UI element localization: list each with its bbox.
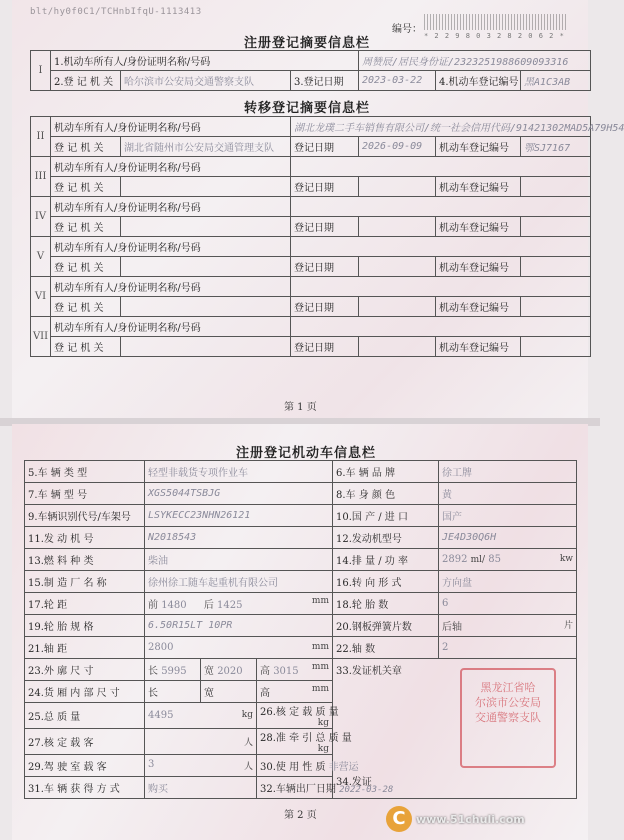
unit-kg: kg	[317, 718, 329, 728]
value-tire-spec: 6.50R15LT 10PR	[145, 615, 333, 637]
table-row	[25, 593, 577, 615]
label-towing-mass	[257, 729, 352, 755]
value-engine-model: JE4D30Q6H	[439, 527, 577, 549]
org-label: 登 记 机 关	[51, 257, 121, 277]
value-gross-mass	[145, 703, 257, 729]
table-row	[25, 637, 577, 659]
dim-wide-value: 2020	[217, 666, 243, 677]
dim-wide	[201, 659, 257, 681]
value-factory-date: 2022-03-28	[339, 785, 394, 795]
table-row	[25, 461, 577, 483]
table-row	[31, 117, 591, 137]
row-number: V	[31, 237, 51, 277]
label-acquisition: 31.车 辆 获 得 方 式	[25, 777, 145, 799]
dim-high	[257, 659, 333, 681]
cargo-wide	[201, 681, 257, 703]
table-row	[31, 337, 591, 357]
transfer-summary-table	[30, 116, 624, 357]
watermark-url: www.51chuli.com	[416, 813, 525, 826]
transfer-summary-title: 转移登记摘要信息栏	[244, 101, 371, 116]
value-engine-no: N2018543	[145, 527, 333, 549]
label-usage: 30.使 用 性 质	[260, 762, 326, 773]
value-acquisition: 购买	[145, 777, 257, 799]
org-label: 2.登 记 机 关	[51, 71, 121, 91]
value-wheelbase	[145, 637, 333, 659]
value-origin: 国产	[439, 505, 577, 527]
value-steering: 方向盘	[439, 571, 577, 593]
label-cab-passengers: 29.驾 驶 室 载 客	[25, 755, 145, 777]
number-label: 编号：	[392, 24, 422, 35]
label-displacement: 14.排 量 / 功 率	[333, 549, 439, 571]
owner-value	[291, 277, 591, 297]
registration-summary-title: 注册登记摘要信息栏	[244, 36, 371, 51]
row-number: VI	[31, 277, 51, 317]
table-row	[25, 527, 577, 549]
seal-line-1: 黑龙江省哈	[480, 681, 536, 694]
page-number-1: 第 1 页	[284, 402, 317, 413]
usage-cell	[257, 755, 359, 777]
reg-no-label: 机动车登记编号	[436, 337, 521, 357]
barcode	[424, 14, 566, 30]
table-row	[31, 51, 591, 71]
date-label: 登记日期	[291, 137, 359, 157]
date-value	[359, 217, 436, 237]
label-issue: 34.发证	[336, 777, 372, 788]
org-label: 登 记 机 关	[51, 177, 121, 197]
dim-high-value: 3015	[273, 666, 299, 677]
date-label: 登记日期	[291, 217, 359, 237]
cargo-long-label: 长	[148, 688, 158, 699]
dim-wide-label: 宽	[204, 666, 214, 677]
value-vehicle-type: 轻型非载货专项作业车	[145, 461, 333, 483]
table-row	[31, 297, 591, 317]
seal-line-3: 交通警察支队	[475, 711, 541, 724]
value-track	[145, 593, 333, 615]
cargo-wide-label: 宽	[204, 688, 214, 699]
value-springs	[439, 615, 577, 637]
owner-label: 机动车所有人/身份证明名称/号码	[51, 317, 291, 337]
label-color: 8.车 身 颜 色	[333, 483, 439, 505]
unit-persons: 人	[243, 762, 253, 772]
row-number: I	[31, 51, 51, 91]
date-value	[359, 337, 436, 357]
track-rear: 1425	[217, 600, 243, 611]
table-row	[31, 317, 591, 337]
dim-long	[145, 659, 201, 681]
owner-label: 机动车所有人/身份证明名称/号码	[51, 277, 291, 297]
table-row	[25, 615, 577, 637]
org-value	[121, 217, 291, 237]
table-row	[31, 237, 591, 257]
wheelbase: 2800	[148, 642, 174, 653]
cargo-high	[257, 681, 333, 703]
date-label: 3.登记日期	[291, 71, 359, 91]
org-value	[121, 337, 291, 357]
value-axles: 2	[439, 637, 577, 659]
owner-value	[291, 157, 591, 177]
org-value: 湖北省随州市公安局交通管理支队	[121, 137, 291, 157]
label-tire-spec: 19.轮 胎 规 格	[25, 615, 145, 637]
value-fuel: 柴油	[145, 549, 333, 571]
date-label: 登记日期	[291, 257, 359, 277]
table-row	[25, 571, 577, 593]
table-row	[31, 137, 591, 157]
value-manufacturer: 徐州徐工随车起重机有限公司	[145, 571, 333, 593]
label-rated-load	[257, 703, 339, 729]
vehicle-info-title: 注册登记机动车信息栏	[236, 446, 377, 461]
org-label: 登 记 机 关	[51, 337, 121, 357]
row-number: II	[31, 117, 51, 157]
dim-long-value: 5995	[161, 666, 187, 677]
reg-no-value: 鄂SJ7167	[521, 137, 591, 157]
watermark	[386, 806, 596, 832]
unit-mm: mm	[311, 662, 329, 672]
value-color: 黄	[439, 483, 577, 505]
owner-value	[291, 317, 591, 337]
table-row	[31, 71, 591, 91]
value-passengers	[145, 729, 257, 755]
value-displacement	[439, 549, 577, 571]
org-value	[121, 297, 291, 317]
barcode-text: * 2 2 9 8 0 3 2 8 2 0 6 2 *	[424, 32, 565, 40]
owner-value	[291, 197, 591, 217]
label-tire-count: 18.轮 胎 数	[333, 593, 439, 615]
owner-value	[291, 237, 591, 257]
table-row	[31, 217, 591, 237]
label-steering: 16.转 向 形 式	[333, 571, 439, 593]
value-vin: LSYKECC23NHN26121	[145, 505, 333, 527]
unit-mm: mm	[311, 596, 329, 606]
owner-value: 周赞辰/居民身份证/2323251988609093316	[359, 51, 591, 71]
label-engine-model: 12.发动机型号	[333, 527, 439, 549]
date-value	[359, 257, 436, 277]
cab-passengers: 3	[148, 759, 155, 770]
watermark-logo: C	[386, 806, 412, 832]
value-brand: 徐工牌	[439, 461, 577, 483]
page-number-2: 第 2 页	[284, 810, 317, 821]
label-dimensions: 23.外 廓 尺 寸	[25, 659, 145, 681]
seal-line-2: 尔滨市公安局	[475, 696, 541, 709]
reg-no-label: 机动车登记编号	[436, 257, 521, 277]
org-value	[121, 257, 291, 277]
value-cab-passengers	[145, 755, 257, 777]
gross-mass: 4495	[148, 710, 174, 721]
table-row	[31, 277, 591, 297]
org-label: 登 记 机 关	[51, 297, 121, 317]
label-wheelbase: 21.轴 距	[25, 637, 145, 659]
value-tire-count: 6	[439, 593, 577, 615]
label-model: 7.车 辆 型 号	[25, 483, 145, 505]
date-value	[359, 297, 436, 317]
police-seal	[460, 668, 556, 768]
value-model: XGS5044TSBJG	[145, 483, 333, 505]
label-vehicle-type: 5.车 辆 类 型	[25, 461, 145, 483]
table-row	[25, 549, 577, 571]
dim-high-label: 高	[260, 666, 270, 677]
unit-kg: kg	[241, 710, 253, 720]
label-vin: 9.车辆识别代号/车架号	[25, 505, 145, 527]
reg-no-value	[521, 177, 591, 197]
unit-pieces: 片	[563, 621, 573, 631]
label-gross-mass: 25.总 质 量	[25, 703, 145, 729]
reg-no-value	[521, 297, 591, 317]
track-rear-label: 后	[203, 600, 214, 611]
owner-label: 机动车所有人/身份证明名称/号码	[51, 157, 291, 177]
table-row	[31, 157, 591, 177]
towing-mass-label: 28.准 牵 引 总 质 量	[260, 733, 352, 744]
label-axles: 22.轴 数	[333, 637, 439, 659]
owner-label: 机动车所有人/身份证明名称/号码	[51, 117, 291, 137]
displacement-ml: 2892	[442, 554, 468, 565]
reg-no-value	[521, 257, 591, 277]
reg-no-label: 机动车登记编号	[436, 177, 521, 197]
unit-ml: ml/	[470, 555, 486, 565]
table-row	[25, 483, 577, 505]
track-front: 1480	[161, 600, 187, 611]
label-brand: 6.车 辆 品 牌	[333, 461, 439, 483]
label-manufacturer: 15.制 造 厂 名 称	[25, 571, 145, 593]
date-label: 登记日期	[291, 297, 359, 317]
reg-no-label: 机动车登记编号	[436, 217, 521, 237]
dim-long-label: 长	[148, 666, 158, 677]
cargo-long	[145, 681, 201, 703]
label-passengers: 27.核 定 载 客	[25, 729, 145, 755]
document-id: blt/hy0f0C1/TCHnbIfqU-1113413	[30, 7, 202, 17]
table-row	[25, 505, 577, 527]
date-label: 登记日期	[291, 177, 359, 197]
owner-label: 机动车所有人/身份证明名称/号码	[51, 197, 291, 217]
date-value	[359, 177, 436, 197]
unit-mm: mm	[311, 642, 329, 652]
table-row	[31, 257, 591, 277]
owner-value: 湖北龙璞二手车销售有限公司/统一社会信用代码/91421302MAD5A79H54	[291, 117, 591, 137]
value-usage: 非营运	[328, 762, 359, 773]
unit-persons: 人	[243, 738, 253, 748]
org-label: 登 记 机 关	[51, 217, 121, 237]
unit-kg: kg	[317, 744, 329, 754]
date-label: 登记日期	[291, 337, 359, 357]
unit-mm: mm	[311, 684, 329, 694]
row-number: IV	[31, 197, 51, 237]
label-track: 17.轮 距	[25, 593, 145, 615]
label-origin: 10.国 产 / 进 口	[333, 505, 439, 527]
org-label: 登 记 机 关	[51, 137, 121, 157]
reg-no-label: 机动车登记编号	[436, 137, 521, 157]
track-front-label: 前	[148, 600, 158, 611]
label-fuel: 13.燃 料 种 类	[25, 549, 145, 571]
date-value: 2026-09-09	[359, 137, 436, 157]
label-factory-date: 32.车辆出厂日期	[260, 784, 336, 795]
unit-kw: kw	[559, 554, 573, 564]
owner-label: 机动车所有人/身份证明名称/号码	[51, 237, 291, 257]
springs-rear-label: 后轴	[442, 622, 462, 633]
power-kw: 85	[488, 554, 502, 565]
reg-no-label: 机动车登记编号	[436, 297, 521, 317]
row-number: VII	[31, 317, 51, 357]
row-number: III	[31, 157, 51, 197]
reg-no-label: 4.机动车登记编号	[436, 71, 521, 91]
table-row	[31, 197, 591, 217]
reg-no-value: 黑A1C3AB	[521, 71, 591, 91]
rated-load-label: 26.核 定 载 质 量	[260, 707, 339, 718]
label-engine-no: 11.发 动 机 号	[25, 527, 145, 549]
label-springs: 20.钢板弹簧片数	[333, 615, 439, 637]
owner-label: 1.机动车所有人/身份证明名称/号码	[51, 51, 359, 71]
cargo-high-label: 高	[260, 688, 270, 699]
org-value	[121, 177, 291, 197]
registration-summary-table	[30, 50, 591, 91]
org-value: 哈尔滨市公安局交通警察支队	[121, 71, 291, 91]
label-issuer-seal: 33.发证机关章	[336, 666, 402, 677]
date-value: 2023-03-22	[359, 71, 436, 91]
reg-no-value	[521, 217, 591, 237]
reg-no-value	[521, 337, 591, 357]
label-cargo-dimensions: 24.货 厢 内 部 尺 寸	[25, 681, 145, 703]
table-row	[31, 177, 591, 197]
